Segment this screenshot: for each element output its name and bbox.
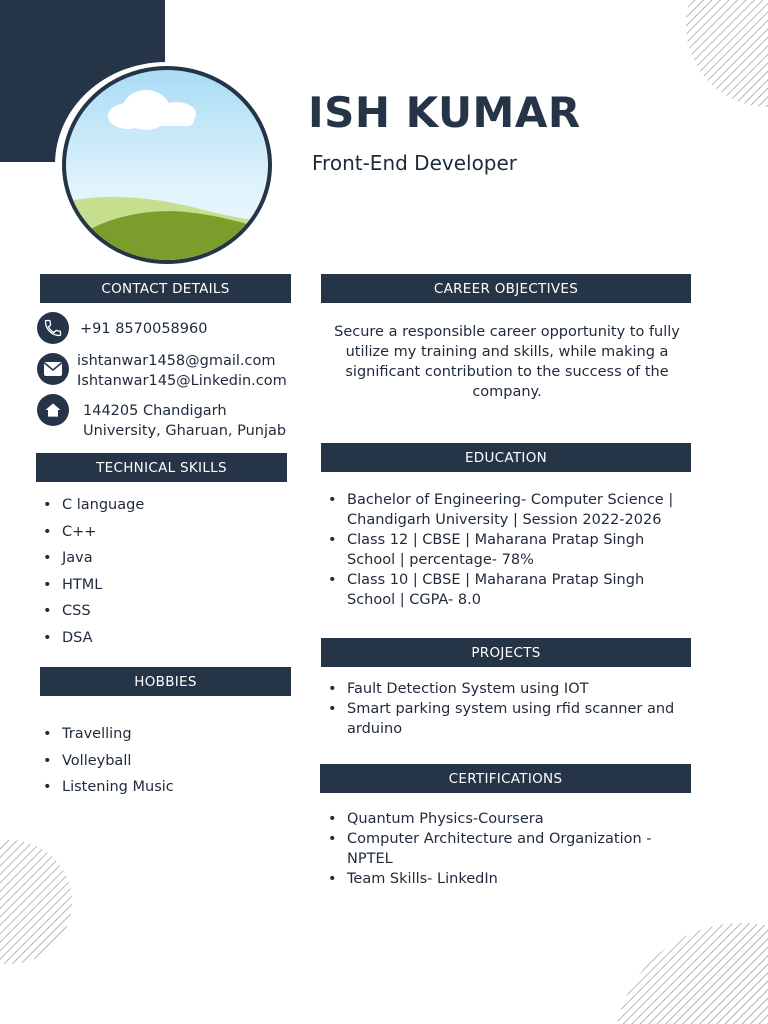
list-item: • Volleyball: [36, 751, 174, 778]
list-item: • Class 10 | CBSE | Maharana Pratap Singh School | CGPA- 8.0: [321, 570, 693, 610]
list-item: • Listening Music: [36, 777, 174, 804]
phone-icon: [37, 312, 69, 344]
technical-skills-heading: TECHNICAL SKILLS: [36, 453, 287, 482]
education-heading: EDUCATION: [321, 443, 691, 472]
contact-heading: CONTACT DETAILS: [40, 274, 291, 303]
list-item: • Quantum Physics-Coursera: [321, 809, 693, 829]
job-title: Front-End Developer: [312, 151, 518, 175]
list-item: • Team Skills- LinkedIn: [321, 869, 693, 889]
list-item: • Fault Detection System using IOT: [321, 679, 693, 699]
career-objective-text: Secure a responsible career opportunity to fully utilize my training and skills, while making a significant contribution to the success of the company.: [334, 324, 680, 400]
hobbies-heading: HOBBIES: [40, 667, 291, 696]
address-line-2: University, Gharuan, Punjab: [83, 423, 287, 439]
candidate-name: ISH KUMAR: [308, 88, 581, 137]
list-item: • Class 12 | CBSE | Maharana Pratap Singh School | percentage- 78%: [321, 530, 693, 570]
hatched-circle-bottom-right: [612, 916, 768, 1024]
hatched-circle-bottom-left: [0, 840, 72, 964]
certifications-list: [321, 809, 693, 889]
list-item: • CSS: [36, 601, 144, 628]
list-item: • Computer Architecture and Organization - NPTEL: [321, 829, 693, 869]
avatar: [62, 66, 272, 264]
hobbies-list: [36, 724, 174, 804]
list-item: • Travelling: [36, 724, 174, 751]
certifications-heading: CERTIFICATIONS: [320, 764, 691, 793]
list-item: • Java: [36, 548, 144, 575]
hatched-circle-top-right: [686, 0, 768, 110]
list-item: • C language: [36, 495, 144, 522]
list-item: • Bachelor of Engineering- Computer Science | Chandigarh University | Session 2022-2026: [321, 490, 693, 530]
mail-icon: [37, 353, 69, 385]
list-item: • Smart parking system using rfid scanner and arduino: [321, 699, 693, 739]
phone-number: +91 8570058960: [80, 321, 208, 337]
projects-heading: PROJECTS: [321, 638, 691, 667]
email-secondary[interactable]: Ishtanwar145@Linkedin.com: [77, 373, 287, 389]
landscape-placeholder-icon: [66, 70, 268, 260]
email-primary[interactable]: ishtanwar1458@gmail.com: [77, 353, 276, 369]
address-line-1: 144205 Chandigarh: [83, 403, 227, 419]
list-item: • HTML: [36, 575, 144, 602]
list-item: • DSA: [36, 628, 144, 655]
list-item: • C++: [36, 522, 144, 549]
technical-skills-list: [36, 495, 144, 654]
projects-list: [321, 679, 693, 739]
career-objectives-heading: CAREER OBJECTIVES: [321, 274, 691, 303]
education-list: [321, 490, 693, 610]
home-icon: [37, 394, 69, 426]
